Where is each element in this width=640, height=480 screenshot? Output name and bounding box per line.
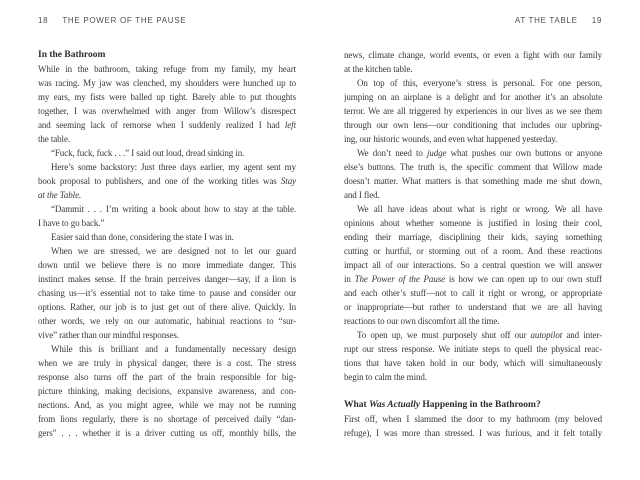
text-line	[38, 398, 296, 412]
text-run: Here’s some backstory: Just three days earlier, my agent sent my	[51, 162, 296, 172]
text-run: On top of this, everyone’s stress is personal. For one person,	[357, 78, 602, 88]
text-run: I have to go back.”	[38, 218, 105, 228]
text-line	[38, 202, 296, 216]
text-run: ending their marriage, disciplining their kids, saying something	[344, 232, 602, 242]
text-run: through our own lens—our conditioning that includes our upbring-	[344, 120, 602, 130]
section-heading	[38, 48, 296, 62]
text-run: First off, when I slammed the door to my bathroom (my beloved	[344, 414, 602, 424]
text-line	[344, 300, 602, 314]
right-page	[344, 0, 602, 480]
text-run: begin to calm the mind.	[344, 372, 427, 382]
text-run: chasing us—it’s essential not to take time to pause and consider our	[38, 288, 296, 298]
text-line	[38, 118, 296, 132]
running-head-right	[344, 16, 602, 25]
text-run: refuge), I was more than stressed. I was furious, and it felt totally	[344, 428, 602, 438]
text-line	[38, 426, 296, 440]
section-heading	[344, 398, 602, 412]
text-run: was racing. My jaw was clenched, my shoulders were hunched up to	[38, 78, 296, 88]
text-line	[344, 258, 602, 272]
left-page	[38, 0, 296, 480]
text-line	[344, 342, 602, 356]
text-run: What	[344, 400, 370, 410]
text-line	[344, 132, 602, 146]
text-line	[344, 328, 602, 342]
text-run: else’s buttons. The truth is, the specific comment that Willow made	[344, 162, 602, 172]
text-run: instinct makes sense. If the brain perceives danger—say, if a lion is	[38, 274, 296, 284]
page-number-right: 19	[591, 16, 602, 25]
text-run: in	[344, 274, 355, 284]
text-run: opinions about whether someone is justified in losing their cool,	[344, 218, 602, 228]
text-run: jumping on an airplane is a delight and for another it’s an absolute	[344, 92, 602, 102]
text-run: news, climate change, world events, or even a fight with our family	[344, 50, 602, 60]
text-run: doesn’t matter. What matters is that something made me shut down,	[344, 176, 602, 186]
text-run: at the Table.	[38, 190, 82, 200]
text-line	[38, 174, 296, 188]
text-run: other words, we rely on our automatic, habitual reactions to “sur-	[38, 316, 296, 326]
text-line	[344, 412, 602, 426]
text-block-right	[344, 48, 602, 440]
text-run: cutting or hurtful, or storming out of a room. And these reactions	[344, 246, 602, 256]
text-line	[38, 132, 296, 146]
text-run: down until we believe there is no more immediate danger. This	[38, 260, 296, 270]
text-line	[38, 342, 296, 356]
text-line	[344, 76, 602, 90]
text-run: vive” rather than our mindful responses.	[38, 330, 179, 340]
text-run: “Fuck, fuck, fuck . . .” I said out loud, dread sinking in.	[51, 148, 245, 158]
text-run: When we are stressed, we are designed not to let our guard	[51, 246, 296, 256]
text-run: reactions to our own discomfort all the time.	[344, 316, 500, 326]
text-run: and I fled.	[344, 190, 380, 200]
text-line	[38, 90, 296, 104]
text-line	[344, 202, 602, 216]
running-head-title-right: AT THE TABLE	[514, 16, 578, 25]
text-run: options. Rather, our job is to just get out of there alive. Quickly. In	[38, 302, 296, 312]
text-run: nections. And, as you might agree, while we may not be running	[38, 400, 296, 410]
text-run: when we are truly in physical danger, there is a cost. The stress	[38, 358, 296, 368]
text-line	[344, 370, 602, 384]
page-number-left: 18	[38, 16, 49, 25]
text-run: terror. We are all triggered by experiences in our lives as we see them	[344, 106, 602, 116]
text-run: “Dammit . . . I’m writing a book about how to stay at the table.	[51, 204, 296, 214]
text-run: the table.	[38, 134, 70, 144]
text-run: together, I was overwhelmed with anger from Willow’s disrespect	[38, 106, 296, 116]
text-line	[344, 146, 602, 160]
text-line	[38, 160, 296, 174]
text-run: Easier said than done, considering the state I was in.	[51, 232, 234, 242]
text-run: judge	[426, 148, 447, 158]
text-line	[38, 146, 296, 160]
text-run: left	[284, 120, 296, 130]
text-run: To open up, we must purposely shut off our	[357, 330, 531, 340]
text-run: what pushes our own buttons or anyone	[446, 148, 602, 158]
text-run: In the Bathroom	[38, 50, 106, 60]
text-run: picture thinking, making decisions, expansive awareness, and con-	[38, 386, 296, 396]
text-run: tions that have taken hold in our body, which will simultaneously	[344, 358, 602, 368]
text-run: or inappropriate—but rather to understand that we are all having	[344, 302, 602, 312]
text-line	[344, 286, 602, 300]
text-run: While in the bathroom, taking refuge from my family, my heart	[38, 64, 296, 74]
text-line	[38, 300, 296, 314]
text-line	[38, 244, 296, 258]
text-line	[344, 314, 602, 328]
text-run: autopilot	[530, 330, 563, 340]
text-run: and seeming lack of remorse when I suddenly realized I had	[38, 120, 285, 130]
text-run: gers” . . . whether it is a driver cutting us off, monthly bills, the	[38, 428, 296, 438]
text-run: rupt our stress response. We initiate steps to quell the physical reac-	[344, 344, 602, 354]
text-line	[38, 258, 296, 272]
text-run: While this is brilliant and a fundamentally necessary design	[51, 344, 296, 354]
text-line	[344, 272, 602, 286]
text-line	[38, 104, 296, 118]
text-run: We don’t need to	[357, 148, 427, 158]
text-line	[344, 62, 602, 76]
text-line	[344, 230, 602, 244]
text-run: response also turns off the part of the brain responsible for big-	[38, 372, 296, 382]
text-run: Stay	[280, 176, 296, 186]
text-run: The Power of the Pause	[354, 274, 446, 284]
text-line	[38, 412, 296, 426]
text-line	[38, 314, 296, 328]
text-line	[38, 356, 296, 370]
text-line	[38, 230, 296, 244]
text-line	[344, 48, 602, 62]
text-line	[38, 216, 296, 230]
text-run: Was Actually	[369, 400, 421, 410]
text-run: at the kitchen table.	[344, 64, 413, 74]
text-run: from lions regularly, there is no shortage of perceived daily “dan-	[38, 414, 296, 424]
running-head-left	[38, 16, 296, 25]
text-block-left	[38, 48, 296, 440]
text-line	[38, 370, 296, 384]
running-head-title-left: THE POWER OF THE PAUSE	[62, 16, 187, 25]
text-run: and inter-	[562, 330, 602, 340]
text-line	[344, 188, 602, 202]
text-line	[344, 118, 602, 132]
text-run: impact all of our interactions. So a central question we will answer	[344, 260, 602, 270]
text-line	[344, 216, 602, 230]
text-run: ing, our historic wounds, and even what happened yesterday.	[344, 134, 558, 144]
text-line	[344, 160, 602, 174]
text-line	[344, 90, 602, 104]
text-line	[344, 244, 602, 258]
text-run: book proposal to publishers, and one of the working titles was	[38, 176, 281, 186]
text-run: is how we can open up to our own stuff	[445, 274, 602, 284]
text-line	[344, 104, 602, 118]
text-line	[38, 272, 296, 286]
text-run: We all have ideas about what is right or wrong. We all have	[357, 204, 602, 214]
text-run: and each other’s stuff—not to call it right or wrong, or appropriate	[344, 288, 602, 298]
text-line	[38, 62, 296, 76]
text-line	[38, 188, 296, 202]
text-line	[344, 426, 602, 440]
text-line	[38, 328, 296, 342]
text-line	[344, 356, 602, 370]
text-line	[38, 286, 296, 300]
text-line	[38, 76, 296, 90]
text-line	[38, 384, 296, 398]
text-line	[344, 174, 602, 188]
text-run: Happening in the Bathroom?	[420, 400, 541, 410]
spacer	[344, 384, 602, 398]
text-run: my ears, my fists were balled up tight. Barely able to put thoughts	[38, 92, 296, 102]
